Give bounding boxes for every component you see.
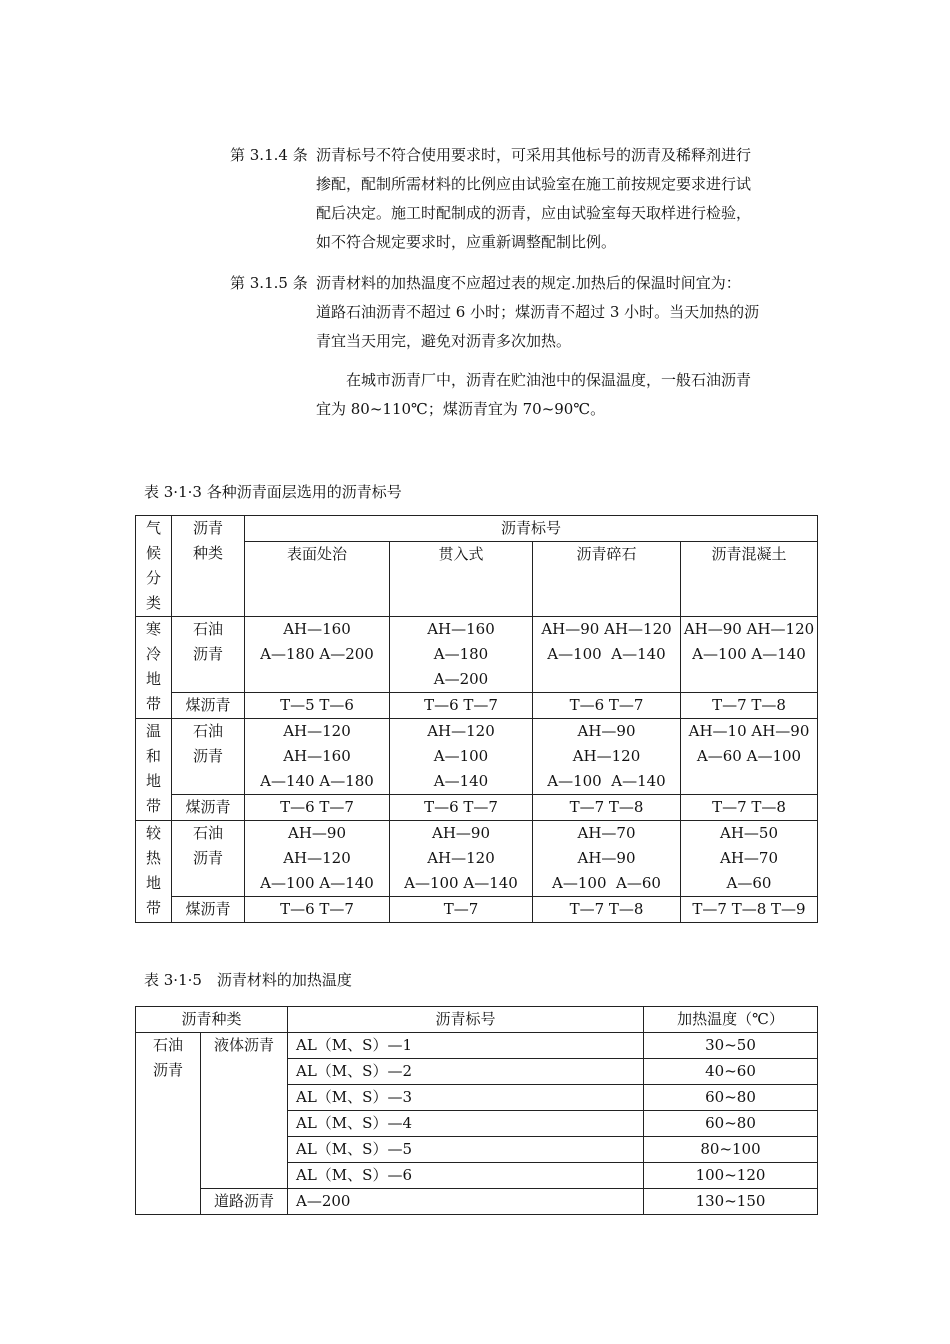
grade-cell: AH—70 AH—90 A—100 A—60 (533, 821, 681, 897)
grade-cell: AL（M、S）—1 (288, 1033, 644, 1059)
grade-cell: T—6 T—7 (390, 795, 533, 821)
group-cell: 石油沥青 (136, 1033, 201, 1215)
zone-cell: 寒冷地带 (136, 617, 172, 719)
temperature-cell: 30~50 (644, 1033, 818, 1059)
grade-cell: T—7 (390, 897, 533, 923)
grade-cell: AH—90 AH—120 A—100 A—140 (390, 821, 533, 897)
type-cell: 石油沥青 (172, 617, 245, 693)
grade-cell: A—200 (288, 1189, 644, 1215)
type-cell: 煤沥青 (172, 897, 245, 923)
clause-line: 青宜当天用完，避免对沥青多次加热。 (316, 332, 572, 350)
table-315-caption: 表 3·1·5 沥青材料的加热温度 (144, 971, 352, 989)
heating-temperature-table (135, 1006, 818, 1215)
clause-number: 第 3.1.5 条 (230, 274, 308, 292)
grade-cell: T—7 T—8 (533, 795, 681, 821)
grade-cell: AH—90 AH—120 A—100 A—140 (533, 617, 681, 693)
grade-cell: AH—120 AH—160 A—140 A—180 (245, 719, 390, 795)
zone-cell: 较热地带 (136, 821, 172, 923)
grade-cell: AH—90 AH—120 A—100 A—140 (681, 617, 818, 693)
column-header: 贯入式 (390, 542, 533, 617)
clause-3-1-4 (230, 141, 810, 257)
header-asphalt-grade: 沥青标号 (245, 516, 818, 542)
zone-cell: 温和地带 (136, 719, 172, 821)
grade-cell: T—7 T—8 (681, 693, 818, 719)
clause-body (316, 141, 810, 257)
header-climate: 气候分类 (136, 516, 172, 617)
grade-cell: AL（M、S）—6 (288, 1163, 644, 1189)
clause-3-1-5 (230, 269, 810, 356)
temperature-cell: 80~100 (644, 1137, 818, 1163)
type-cell: 石油沥青 (172, 719, 245, 795)
grade-cell: AL（M、S）—3 (288, 1085, 644, 1111)
table-313-caption: 表 3·1·3 各种沥青面层选用的沥青标号 (144, 483, 402, 501)
asphalt-grade-selection-table (135, 515, 818, 923)
grade-cell: T—5 T—6 (245, 693, 390, 719)
column-header: 表面处治 (245, 542, 390, 617)
grade-cell: AH—10 AH—90 A—60 A—100 (681, 719, 818, 795)
note-line: 在城市沥青厂中，沥青在贮油池中的保温温度，一般石油沥青 (316, 371, 752, 389)
grade-cell: T—6 T—7 (533, 693, 681, 719)
grade-cell: T—7 T—8 T—9 (681, 897, 818, 923)
grade-cell: T—7 T—8 (533, 897, 681, 923)
subgroup-cell: 道路沥青 (201, 1189, 288, 1215)
grade-cell: T—7 T—8 (681, 795, 818, 821)
header-asphalt-grade: 沥青标号 (288, 1007, 644, 1033)
temperature-cell: 130~150 (644, 1189, 818, 1215)
grade-cell: AH—160 A—180 A—200 (390, 617, 533, 693)
clause-number: 第 3.1.4 条 (230, 146, 308, 164)
type-cell: 石油沥青 (172, 821, 245, 897)
grade-cell: AH—160 A—180 A—200 (245, 617, 390, 693)
grade-cell: AH—120 A—100 A—140 (390, 719, 533, 795)
column-header: 沥青混凝土 (681, 542, 818, 617)
clause-body (316, 269, 810, 356)
grade-cell: AL（M、S）—5 (288, 1137, 644, 1163)
clause-line: 沥青标号不符合使用要求时，可采用其他标号的沥青及稀释剂进行 (316, 146, 752, 164)
grade-cell: AH—90 AH—120 A—100 A—140 (533, 719, 681, 795)
grade-cell: T—6 T—7 (245, 795, 390, 821)
temperature-cell: 100~120 (644, 1163, 818, 1189)
clause-line: 如不符合规定要求时，应重新调整配制比例。 (316, 233, 617, 251)
header-asphalt-type: 沥青种类 (172, 516, 245, 617)
clause-line: 沥青材料的加热温度不应超过表的规定.加热后的保温时间宜为： (316, 274, 741, 292)
header-heating-temperature: 加热温度（℃） (644, 1007, 818, 1033)
type-cell: 煤沥青 (172, 795, 245, 821)
grade-cell: AH—50 AH—70 A—60 (681, 821, 818, 897)
note-line: 宜为 80~110℃；煤沥青宜为 70~90℃。 (316, 400, 606, 418)
temperature-cell: 40~60 (644, 1059, 818, 1085)
grade-cell: AH—90 AH—120 A—100 A—140 (245, 821, 390, 897)
temperature-cell: 60~80 (644, 1111, 818, 1137)
clause-line: 道路石油沥青不超过 6 小时；煤沥青不超过 3 小时。当天加热的沥 (316, 303, 760, 321)
grade-cell: T—6 T—7 (245, 897, 390, 923)
type-cell: 煤沥青 (172, 693, 245, 719)
header-asphalt-type: 沥青种类 (136, 1007, 288, 1033)
clause-line: 配后决定。施工时配制成的沥青，应由试验室每天取样进行检验， (316, 204, 752, 222)
subgroup-cell: 液体沥青 (201, 1033, 288, 1189)
column-header: 沥青碎石 (533, 542, 681, 617)
grade-cell: AL（M、S）—2 (288, 1059, 644, 1085)
grade-cell: AL（M、S）—4 (288, 1111, 644, 1137)
grade-cell: T—6 T—7 (390, 693, 533, 719)
clause-line: 掺配，配制所需材料的比例应由试验室在施工前按规定要求进行试 (316, 175, 752, 193)
temperature-cell: 60~80 (644, 1085, 818, 1111)
storage-temperature-note (316, 366, 751, 424)
